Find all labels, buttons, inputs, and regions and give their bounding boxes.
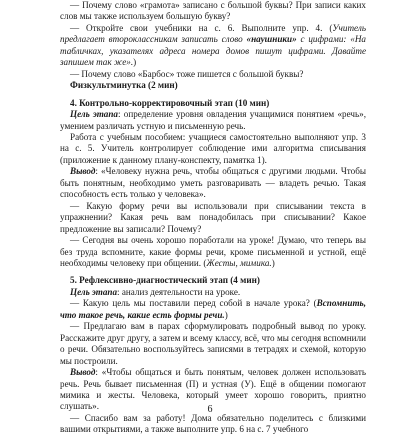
paragraph (60, 132, 366, 166)
paragraph (60, 201, 366, 235)
text-run: — Какую форму речи вы использовали при списывании текста в упражнении? Какая речь вам понадобилась при списывании? Какое предложение вы записали? Почему? (60, 200, 366, 234)
text-run: — Откройте свои учебники на с. 6. Выполните упр. 4. ( (70, 22, 333, 33)
text-run: : «Человеку нужна речь, чтобы общаться с другими людьми. Чтобы быть понятным, необходимо уметь разговаривать — владеть речью. Такая способность есть только у человека». (60, 166, 366, 200)
emphasized-text: Вспомнить, что такое речь, какие есть формы речи. (60, 298, 366, 320)
emphasized-text: Физкультминутка (2 мин) (70, 80, 178, 91)
text-run: — Какую цель мы поставили перед собой в начале урока? ( (70, 298, 317, 309)
emphasized-text: Вывод (70, 166, 96, 177)
emphasized-text: Вывод (70, 367, 96, 378)
paragraph (60, 69, 366, 80)
paragraph (60, 0, 366, 23)
text-run: — Почему слово «Барбос» тоже пишется с большой буквы? (70, 68, 304, 79)
text-run: ) (271, 257, 275, 268)
text-run: — Спасибо вам за работу! Дома обязательно поделитесь с близкими вашими открытиями, а также выполните упр. 6 на с. 7 учебного (60, 412, 366, 435)
emphasized-text: Жесты, мимика. (206, 257, 272, 268)
paragraph (60, 166, 366, 200)
emphasized-text: 4. Контрольно-корректировочный этап (10 мин) (70, 97, 270, 108)
paragraph (60, 235, 366, 269)
paragraph (60, 287, 366, 298)
document-page (60, 0, 366, 436)
page-number: 6 (207, 404, 213, 415)
paragraph (60, 321, 366, 367)
emphasized-text: 5. Рефлексивно-диагностический этап (4 мин) (70, 275, 260, 286)
text-run: — Почему слово «грамота» записано с большой буквы? При записи каких слов мы также используем большую букву? (60, 0, 366, 22)
text-run: — Сегодня вы очень хорошо поработали на уроке! Думаю, что теперь вы без труда вспомните, какие формы речи, кроме письменной и устной, ещё необходимы человеку при общении. ( (60, 235, 366, 268)
paragraph (60, 109, 366, 132)
section-heading (60, 80, 366, 91)
paragraph (60, 23, 366, 69)
paragraph (60, 298, 366, 321)
text-run: — Предлагаю вам в парах сформулировать подробный вывод по уроку. Расскажите друг другу, а затем и всему классу, всё, что мы сегодня вспомнили о речи. Обязательно воспользуйтесь записями в тетрадях и схемой, которую мы построили. (60, 321, 366, 366)
paragraph (60, 413, 366, 436)
emphasized-text: с цифрами: «На табличках, указателях адреса номера домов пишут цифрами. Давайте запишем так же». (60, 34, 366, 68)
text-run: : «Чтобы общаться и быть понятым, человек должен использовать речь. Речь бывает письменная (П) и устная (У). Ещё в общении помогают мимика и жесты. Человека, который умеет хорошо говорить, приятно слушать». (60, 367, 366, 412)
text-run: : определение уровня овладения учащимися понятием «речь», умением различать устную и письменную речь. (60, 109, 366, 131)
text-run: ) (224, 309, 228, 320)
text-run: : анализ деятельности на уроке. (117, 286, 241, 297)
section-heading (60, 275, 366, 286)
text-run: Работа с учебным пособием: учащиеся самостоятельно выполняют упр. 3 на с. 5. Учитель контролирует соблюдение ими алгоритма списывания (приложение к данному плану-конспекту, памятка 1). (60, 131, 366, 165)
section-heading (60, 98, 366, 109)
emphasized-text: Цель этапа (70, 109, 118, 120)
emphasized-text: Цель этапа (70, 286, 118, 297)
emphasized-text: «наушники» (246, 34, 297, 45)
text-run: ) (133, 57, 137, 68)
emphasized-text: Учитель предлагает второклассникам записать слово (60, 22, 366, 45)
